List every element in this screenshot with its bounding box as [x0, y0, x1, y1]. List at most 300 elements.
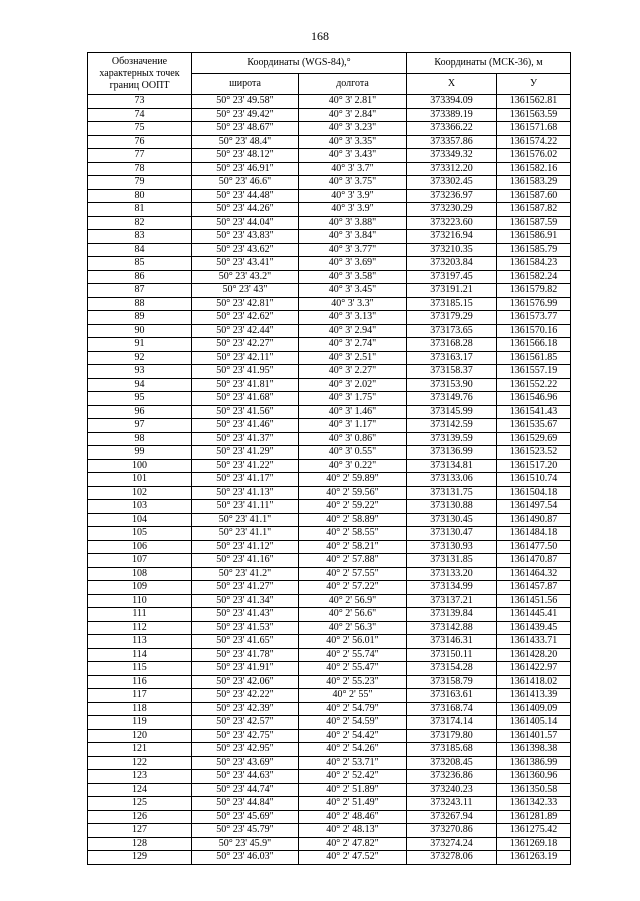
x-cell: 373267.94: [407, 810, 497, 824]
point-id-cell: 87: [88, 284, 192, 298]
latitude-cell: 50° 23' 42.06": [192, 675, 299, 689]
x-cell: 373137.21: [407, 594, 497, 608]
y-cell: 1361523.52: [497, 446, 571, 460]
y-cell: 1361587.59: [497, 216, 571, 230]
y-cell: 1361504.18: [497, 486, 571, 500]
table-row: [88, 567, 571, 581]
longitude-cell: 40° 2' 56.9": [299, 594, 407, 608]
point-id-cell: 97: [88, 419, 192, 433]
longitude-cell: 40° 3' 3.9": [299, 189, 407, 203]
latitude-cell: 50° 23' 42.81": [192, 297, 299, 311]
table-row: [88, 135, 571, 149]
longitude-cell: 40° 2' 55.23": [299, 675, 407, 689]
latitude-cell: 50° 23' 44.04": [192, 216, 299, 230]
x-cell: 373174.14: [407, 716, 497, 730]
y-cell: 1361464.32: [497, 567, 571, 581]
latitude-cell: 50° 23' 44.74": [192, 783, 299, 797]
latitude-cell: 50° 23' 42.95": [192, 743, 299, 757]
header-longitude: долгота: [299, 74, 407, 95]
header-latitude: широта: [192, 74, 299, 95]
y-cell: 1361451.56: [497, 594, 571, 608]
longitude-cell: 40° 2' 55.47": [299, 662, 407, 676]
longitude-cell: 40° 3' 3.35": [299, 135, 407, 149]
latitude-cell: 50° 23' 41.37": [192, 432, 299, 446]
y-cell: 1361413.39: [497, 689, 571, 703]
x-cell: 373197.45: [407, 270, 497, 284]
point-id-cell: 103: [88, 500, 192, 514]
y-cell: 1361557.19: [497, 365, 571, 379]
table-row: [88, 837, 571, 851]
longitude-cell: 40° 3' 2.51": [299, 351, 407, 365]
latitude-cell: 50° 23' 41.1": [192, 513, 299, 527]
y-cell: 1361561.85: [497, 351, 571, 365]
point-id-cell: 102: [88, 486, 192, 500]
table-row: [88, 851, 571, 865]
x-cell: 373163.17: [407, 351, 497, 365]
point-id-cell: 91: [88, 338, 192, 352]
table-row: [88, 702, 571, 716]
table-row: [88, 824, 571, 838]
x-cell: 373163.61: [407, 689, 497, 703]
latitude-cell: 50° 23' 41.91": [192, 662, 299, 676]
x-cell: 373133.20: [407, 567, 497, 581]
point-id-cell: 120: [88, 729, 192, 743]
x-cell: 373133.06: [407, 473, 497, 487]
longitude-cell: 40° 2' 58.89": [299, 513, 407, 527]
y-cell: 1361586.91: [497, 230, 571, 244]
x-cell: 373142.59: [407, 419, 497, 433]
longitude-cell: 40° 2' 58.21": [299, 540, 407, 554]
y-cell: 1361574.22: [497, 135, 571, 149]
point-id-cell: 110: [88, 594, 192, 608]
x-cell: 373130.93: [407, 540, 497, 554]
table-row: [88, 203, 571, 217]
longitude-cell: 40° 2' 55.74": [299, 648, 407, 662]
table-row: [88, 405, 571, 419]
point-id-cell: 100: [88, 459, 192, 473]
point-id-cell: 89: [88, 311, 192, 325]
x-cell: 373302.45: [407, 176, 497, 190]
latitude-cell: 50° 23' 49.42": [192, 108, 299, 122]
longitude-cell: 40° 3' 2.81": [299, 95, 407, 109]
x-cell: 373168.28: [407, 338, 497, 352]
y-cell: 1361582.24: [497, 270, 571, 284]
longitude-cell: 40° 3' 3.84": [299, 230, 407, 244]
latitude-cell: 50° 23' 42.11": [192, 351, 299, 365]
latitude-cell: 50° 23' 45.69": [192, 810, 299, 824]
latitude-cell: 50° 23' 41.95": [192, 365, 299, 379]
longitude-cell: 40° 3' 3.75": [299, 176, 407, 190]
latitude-cell: 50° 23' 43.41": [192, 257, 299, 271]
table-row: [88, 756, 571, 770]
table-row: [88, 797, 571, 811]
longitude-cell: 40° 2' 57.22": [299, 581, 407, 595]
point-id-cell: 107: [88, 554, 192, 568]
latitude-cell: 50° 23' 43.69": [192, 756, 299, 770]
y-cell: 1361445.41: [497, 608, 571, 622]
latitude-cell: 50° 23' 43.62": [192, 243, 299, 257]
table-row: [88, 689, 571, 703]
latitude-cell: 50° 23' 41.11": [192, 500, 299, 514]
longitude-cell: 40° 2' 59.56": [299, 486, 407, 500]
x-cell: 373230.29: [407, 203, 497, 217]
y-cell: 1361517.20: [497, 459, 571, 473]
latitude-cell: 50° 23' 43.2": [192, 270, 299, 284]
table-row: [88, 95, 571, 109]
x-cell: 373216.94: [407, 230, 497, 244]
latitude-cell: 50° 23' 41.78": [192, 648, 299, 662]
x-cell: 373145.99: [407, 405, 497, 419]
latitude-cell: 50° 23' 41.56": [192, 405, 299, 419]
point-id-cell: 78: [88, 162, 192, 176]
latitude-cell: 50° 23' 42.39": [192, 702, 299, 716]
table-row: [88, 648, 571, 662]
table-row: [88, 621, 571, 635]
longitude-cell: 40° 3' 3.43": [299, 149, 407, 163]
x-cell: 373139.59: [407, 432, 497, 446]
latitude-cell: 50° 23' 44.63": [192, 770, 299, 784]
latitude-cell: 50° 23' 44.84": [192, 797, 299, 811]
longitude-cell: 40° 3' 3.9": [299, 203, 407, 217]
y-cell: 1361342.33: [497, 797, 571, 811]
table-row: [88, 230, 571, 244]
longitude-cell: 40° 2' 54.79": [299, 702, 407, 716]
longitude-cell: 40° 3' 0.86": [299, 432, 407, 446]
point-id-cell: 83: [88, 230, 192, 244]
y-cell: 1361576.02: [497, 149, 571, 163]
y-cell: 1361439.45: [497, 621, 571, 635]
point-id-cell: 99: [88, 446, 192, 460]
point-id-cell: 125: [88, 797, 192, 811]
y-cell: 1361579.82: [497, 284, 571, 298]
longitude-cell: 40° 2' 56.6": [299, 608, 407, 622]
x-cell: 373134.99: [407, 581, 497, 595]
longitude-cell: 40° 2' 48.13": [299, 824, 407, 838]
longitude-cell: 40° 2' 54.26": [299, 743, 407, 757]
longitude-cell: 40° 2' 57.55": [299, 567, 407, 581]
longitude-cell: 40° 3' 3.23": [299, 122, 407, 136]
x-cell: 373312.20: [407, 162, 497, 176]
x-cell: 373154.28: [407, 662, 497, 676]
table-row: [88, 810, 571, 824]
latitude-cell: 50° 23' 49.58": [192, 95, 299, 109]
x-cell: 373366.22: [407, 122, 497, 136]
latitude-cell: 50° 23' 41.68": [192, 392, 299, 406]
x-cell: 373240.23: [407, 783, 497, 797]
longitude-cell: 40° 2' 51.49": [299, 797, 407, 811]
point-id-cell: 105: [88, 527, 192, 541]
longitude-cell: 40° 3' 3.58": [299, 270, 407, 284]
longitude-cell: 40° 2' 47.82": [299, 837, 407, 851]
x-cell: 373389.19: [407, 108, 497, 122]
table-row: [88, 176, 571, 190]
point-id-cell: 74: [88, 108, 192, 122]
y-cell: 1361573.77: [497, 311, 571, 325]
y-cell: 1361546.96: [497, 392, 571, 406]
table-row: [88, 392, 571, 406]
point-id-cell: 101: [88, 473, 192, 487]
x-cell: 373236.86: [407, 770, 497, 784]
y-cell: 1361405.14: [497, 716, 571, 730]
table-row: [88, 662, 571, 676]
x-cell: 373274.24: [407, 837, 497, 851]
y-cell: 1361535.67: [497, 419, 571, 433]
point-id-cell: 114: [88, 648, 192, 662]
point-id-cell: 94: [88, 378, 192, 392]
x-cell: 373139.84: [407, 608, 497, 622]
table-row: [88, 513, 571, 527]
table-row: [88, 311, 571, 325]
y-cell: 1361422.97: [497, 662, 571, 676]
table-row: [88, 297, 571, 311]
point-id-cell: 79: [88, 176, 192, 190]
longitude-cell: 40° 3' 2.74": [299, 338, 407, 352]
point-id-cell: 116: [88, 675, 192, 689]
longitude-cell: 40° 2' 55": [299, 689, 407, 703]
latitude-cell: 50° 23' 41.43": [192, 608, 299, 622]
longitude-cell: 40° 2' 53.71": [299, 756, 407, 770]
point-id-cell: 106: [88, 540, 192, 554]
table-row: [88, 189, 571, 203]
header-x: X: [407, 74, 497, 95]
longitude-cell: 40° 2' 54.42": [299, 729, 407, 743]
table-row: [88, 432, 571, 446]
table-row: [88, 486, 571, 500]
latitude-cell: 50° 23' 41.29": [192, 446, 299, 460]
latitude-cell: 50° 23' 41.65": [192, 635, 299, 649]
latitude-cell: 50° 23' 46.91": [192, 162, 299, 176]
point-id-cell: 96: [88, 405, 192, 419]
longitude-cell: 40° 2' 48.46": [299, 810, 407, 824]
latitude-cell: 50° 23' 42.57": [192, 716, 299, 730]
latitude-cell: 50° 23' 42.62": [192, 311, 299, 325]
x-cell: 373394.09: [407, 95, 497, 109]
table-row: [88, 270, 571, 284]
latitude-cell: 50° 23' 41.46": [192, 419, 299, 433]
y-cell: 1361552.22: [497, 378, 571, 392]
table-row: [88, 783, 571, 797]
x-cell: 373131.85: [407, 554, 497, 568]
x-cell: 373130.45: [407, 513, 497, 527]
point-id-cell: 90: [88, 324, 192, 338]
longitude-cell: 40° 2' 54.59": [299, 716, 407, 730]
table-row: [88, 459, 571, 473]
longitude-cell: 40° 3' 1.46": [299, 405, 407, 419]
longitude-cell: 40° 3' 2.84": [299, 108, 407, 122]
y-cell: 1361484.18: [497, 527, 571, 541]
longitude-cell: 40° 2' 59.22": [299, 500, 407, 514]
y-cell: 1361401.57: [497, 729, 571, 743]
table-row: [88, 243, 571, 257]
x-cell: 373130.47: [407, 527, 497, 541]
header-y: У: [497, 74, 571, 95]
point-id-cell: 85: [88, 257, 192, 271]
latitude-cell: 50° 23' 42.75": [192, 729, 299, 743]
y-cell: 1361510.74: [497, 473, 571, 487]
y-cell: 1361497.54: [497, 500, 571, 514]
table-row: [88, 149, 571, 163]
x-cell: 373130.88: [407, 500, 497, 514]
x-cell: 373136.99: [407, 446, 497, 460]
table-row: [88, 378, 571, 392]
point-id-cell: 80: [88, 189, 192, 203]
latitude-cell: 50° 23' 41.53": [192, 621, 299, 635]
point-id-cell: 109: [88, 581, 192, 595]
longitude-cell: 40° 2' 58.55": [299, 527, 407, 541]
x-cell: 373203.84: [407, 257, 497, 271]
x-cell: 373223.60: [407, 216, 497, 230]
y-cell: 1361275.42: [497, 824, 571, 838]
y-cell: 1361398.38: [497, 743, 571, 757]
y-cell: 1361583.29: [497, 176, 571, 190]
point-id-cell: 77: [88, 149, 192, 163]
x-cell: 373349.32: [407, 149, 497, 163]
longitude-cell: 40° 3' 3.13": [299, 311, 407, 325]
header-msk-group: Координаты (МСК-36), м: [407, 53, 571, 74]
x-cell: 373158.79: [407, 675, 497, 689]
point-id-cell: 119: [88, 716, 192, 730]
y-cell: 1361582.16: [497, 162, 571, 176]
x-cell: 373134.81: [407, 459, 497, 473]
table-row: [88, 770, 571, 784]
table-row: [88, 581, 571, 595]
x-cell: 373185.68: [407, 743, 497, 757]
table-row: [88, 473, 571, 487]
y-cell: 1361418.02: [497, 675, 571, 689]
table-row: [88, 716, 571, 730]
point-id-cell: 108: [88, 567, 192, 581]
point-id-cell: 121: [88, 743, 192, 757]
table-row: [88, 500, 571, 514]
point-id-cell: 115: [88, 662, 192, 676]
table-row: [88, 729, 571, 743]
x-cell: 373146.31: [407, 635, 497, 649]
x-cell: 373173.65: [407, 324, 497, 338]
point-id-cell: 126: [88, 810, 192, 824]
table-row: [88, 284, 571, 298]
coordinates-table: [87, 52, 571, 865]
y-cell: 1361477.50: [497, 540, 571, 554]
x-cell: 373149.76: [407, 392, 497, 406]
longitude-cell: 40° 2' 57.88": [299, 554, 407, 568]
page-number: 168: [311, 29, 329, 43]
x-cell: 373243.11: [407, 797, 497, 811]
point-id-cell: 84: [88, 243, 192, 257]
x-cell: 373357.86: [407, 135, 497, 149]
point-id-cell: 128: [88, 837, 192, 851]
y-cell: 1361562.81: [497, 95, 571, 109]
longitude-cell: 40° 3' 0.22": [299, 459, 407, 473]
y-cell: 1361576.99: [497, 297, 571, 311]
y-cell: 1361457.87: [497, 581, 571, 595]
point-id-cell: 92: [88, 351, 192, 365]
table-row: [88, 351, 571, 365]
x-cell: 373158.37: [407, 365, 497, 379]
x-cell: 373179.80: [407, 729, 497, 743]
point-id-cell: 76: [88, 135, 192, 149]
x-cell: 373208.45: [407, 756, 497, 770]
y-cell: 1361433.71: [497, 635, 571, 649]
y-cell: 1361566.18: [497, 338, 571, 352]
latitude-cell: 50° 23' 41.17": [192, 473, 299, 487]
table-row: [88, 446, 571, 460]
y-cell: 1361350.58: [497, 783, 571, 797]
longitude-cell: 40° 3' 3.45": [299, 284, 407, 298]
header-wgs-group: Координаты (WGS-84),°: [192, 53, 407, 74]
x-cell: 373185.15: [407, 297, 497, 311]
table-row: [88, 635, 571, 649]
y-cell: 1361571.68: [497, 122, 571, 136]
latitude-cell: 50° 23' 43": [192, 284, 299, 298]
latitude-cell: 50° 23' 41.81": [192, 378, 299, 392]
longitude-cell: 40° 3' 2.27": [299, 365, 407, 379]
table-row: [88, 162, 571, 176]
latitude-cell: 50° 23' 46.6": [192, 176, 299, 190]
table-row: [88, 338, 571, 352]
point-id-cell: 113: [88, 635, 192, 649]
point-id-cell: 86: [88, 270, 192, 284]
table-row: [88, 257, 571, 271]
x-cell: 373142.88: [407, 621, 497, 635]
y-cell: 1361360.96: [497, 770, 571, 784]
longitude-cell: 40° 3' 2.02": [299, 378, 407, 392]
latitude-cell: 50° 23' 41.1": [192, 527, 299, 541]
latitude-cell: 50° 23' 48.12": [192, 149, 299, 163]
y-cell: 1361585.79: [497, 243, 571, 257]
x-cell: 373191.21: [407, 284, 497, 298]
latitude-cell: 50° 23' 41.12": [192, 540, 299, 554]
point-id-cell: 88: [88, 297, 192, 311]
point-id-cell: 93: [88, 365, 192, 379]
longitude-cell: 40° 2' 59.89": [299, 473, 407, 487]
longitude-cell: 40° 3' 3.3": [299, 297, 407, 311]
latitude-cell: 50° 23' 45.9": [192, 837, 299, 851]
table-row: [88, 216, 571, 230]
x-cell: 373150.11: [407, 648, 497, 662]
longitude-cell: 40° 3' 3.69": [299, 257, 407, 271]
point-id-cell: 73: [88, 95, 192, 109]
y-cell: 1361428.20: [497, 648, 571, 662]
latitude-cell: 50° 23' 41.16": [192, 554, 299, 568]
latitude-cell: 50° 23' 41.34": [192, 594, 299, 608]
latitude-cell: 50° 23' 41.27": [192, 581, 299, 595]
y-cell: 1361386.99: [497, 756, 571, 770]
longitude-cell: 40° 2' 51.89": [299, 783, 407, 797]
y-cell: 1361587.82: [497, 203, 571, 217]
table-row: [88, 419, 571, 433]
point-id-cell: 104: [88, 513, 192, 527]
y-cell: 1361587.60: [497, 189, 571, 203]
longitude-cell: 40° 2' 56.01": [299, 635, 407, 649]
table-row: [88, 324, 571, 338]
point-id-cell: 123: [88, 770, 192, 784]
y-cell: 1361409.09: [497, 702, 571, 716]
longitude-cell: 40° 2' 52.42": [299, 770, 407, 784]
table-row: [88, 527, 571, 541]
latitude-cell: 50° 23' 42.27": [192, 338, 299, 352]
latitude-cell: 50° 23' 41.22": [192, 459, 299, 473]
table-row: [88, 743, 571, 757]
table-row: [88, 608, 571, 622]
table-row: [88, 365, 571, 379]
x-cell: 373153.90: [407, 378, 497, 392]
latitude-cell: 50° 23' 46.03": [192, 851, 299, 865]
latitude-cell: 50° 23' 44.48": [192, 189, 299, 203]
y-cell: 1361470.87: [497, 554, 571, 568]
y-cell: 1361281.89: [497, 810, 571, 824]
longitude-cell: 40° 2' 47.52": [299, 851, 407, 865]
x-cell: 373210.35: [407, 243, 497, 257]
